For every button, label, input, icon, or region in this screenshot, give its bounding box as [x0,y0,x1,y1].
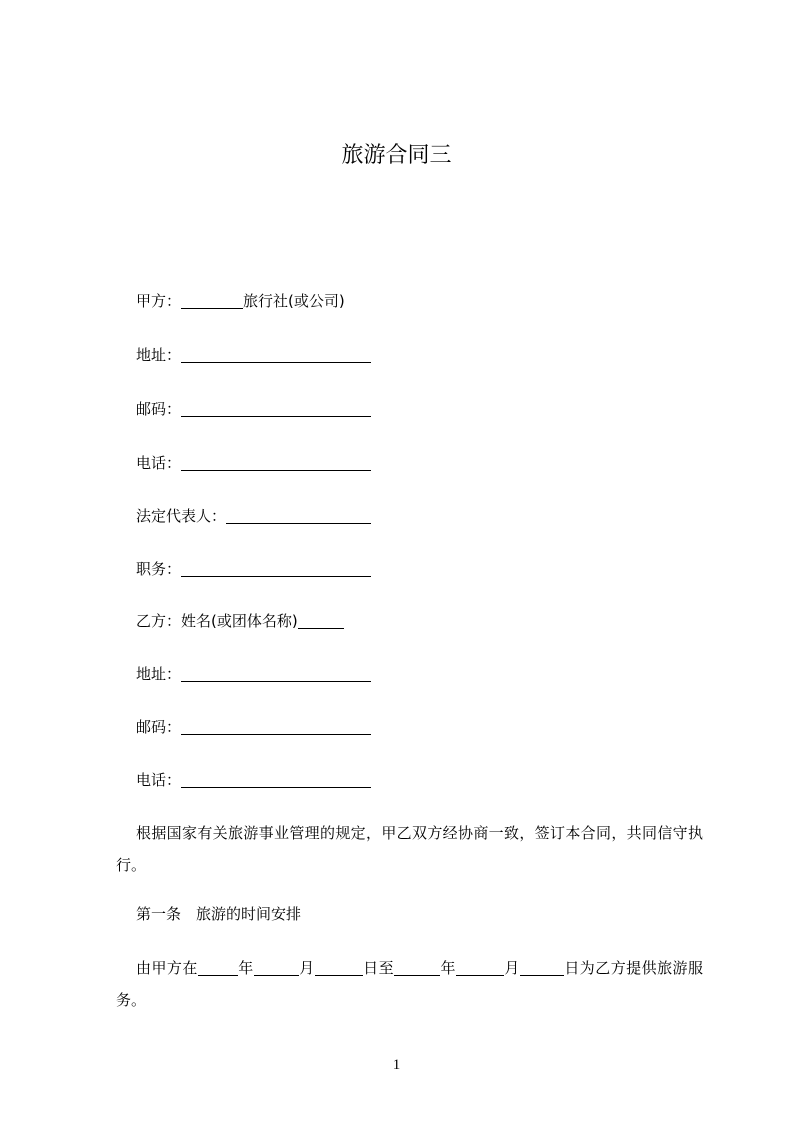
party-b-name-field [136,610,344,632]
fill-in-blank [198,959,238,976]
field-label: 电话： [136,771,182,789]
article-1-paragraph [116,952,703,1016]
party-a-name-field [136,290,345,312]
fill-in-blank [298,612,344,629]
field-label: 邮码： [136,400,182,418]
party-a-legal-rep-field [136,505,371,527]
fill-in-blank [181,771,371,788]
text-fragment: 月 [503,959,520,977]
fill-in-blank [520,959,564,976]
document-title: 旅游合同三 [341,143,452,168]
text-fragment: 月 [298,959,315,977]
text-fragment: 年 [237,959,254,977]
preamble-paragraph: 根据国家有关旅游事业管理的规定，甲乙双方经协商一致，签订本合同，共同信守执行。 [116,824,703,874]
field-label: 电话： [136,454,182,472]
fill-in-blank [181,560,371,577]
party-a-postcode-field [136,398,371,420]
party-a-address-field [136,344,371,366]
text-fragment: 日为乙方提供旅游服务。 [116,959,703,1009]
party-a-position-field [136,558,371,580]
field-label: 地址： [136,665,182,683]
field-suffix: 旅行社(或公司) [243,292,345,310]
text-fragment: 由甲方在 [136,959,198,977]
fill-in-blank [181,718,371,735]
fill-in-blank [181,292,243,309]
field-label: 乙方：姓名(或团体名称) [136,612,298,630]
field-label: 甲方： [136,292,182,310]
text-fragment: 年 [440,959,456,977]
fill-in-blank [181,400,371,417]
field-label: 法定代表人： [136,507,227,525]
fill-in-blank [456,959,504,976]
text-fragment: 日至 [362,959,395,977]
fill-in-blank [226,507,371,524]
article-1-heading: 第一条 旅游的时间安排 [136,905,302,923]
party-a-phone-field [136,452,371,474]
fill-in-blank [181,454,371,471]
field-label: 地址： [136,346,182,364]
party-b-phone-field [136,769,371,791]
fill-in-blank [181,346,371,363]
page-number: 1 [392,1057,401,1073]
fill-in-blank [254,959,299,976]
fill-in-blank [394,959,440,976]
field-label: 职务： [136,560,182,578]
party-b-postcode-field [136,716,371,738]
fill-in-blank [181,665,371,682]
party-b-address-field [136,663,371,685]
field-label: 邮码： [136,718,182,736]
fill-in-blank [315,959,363,976]
